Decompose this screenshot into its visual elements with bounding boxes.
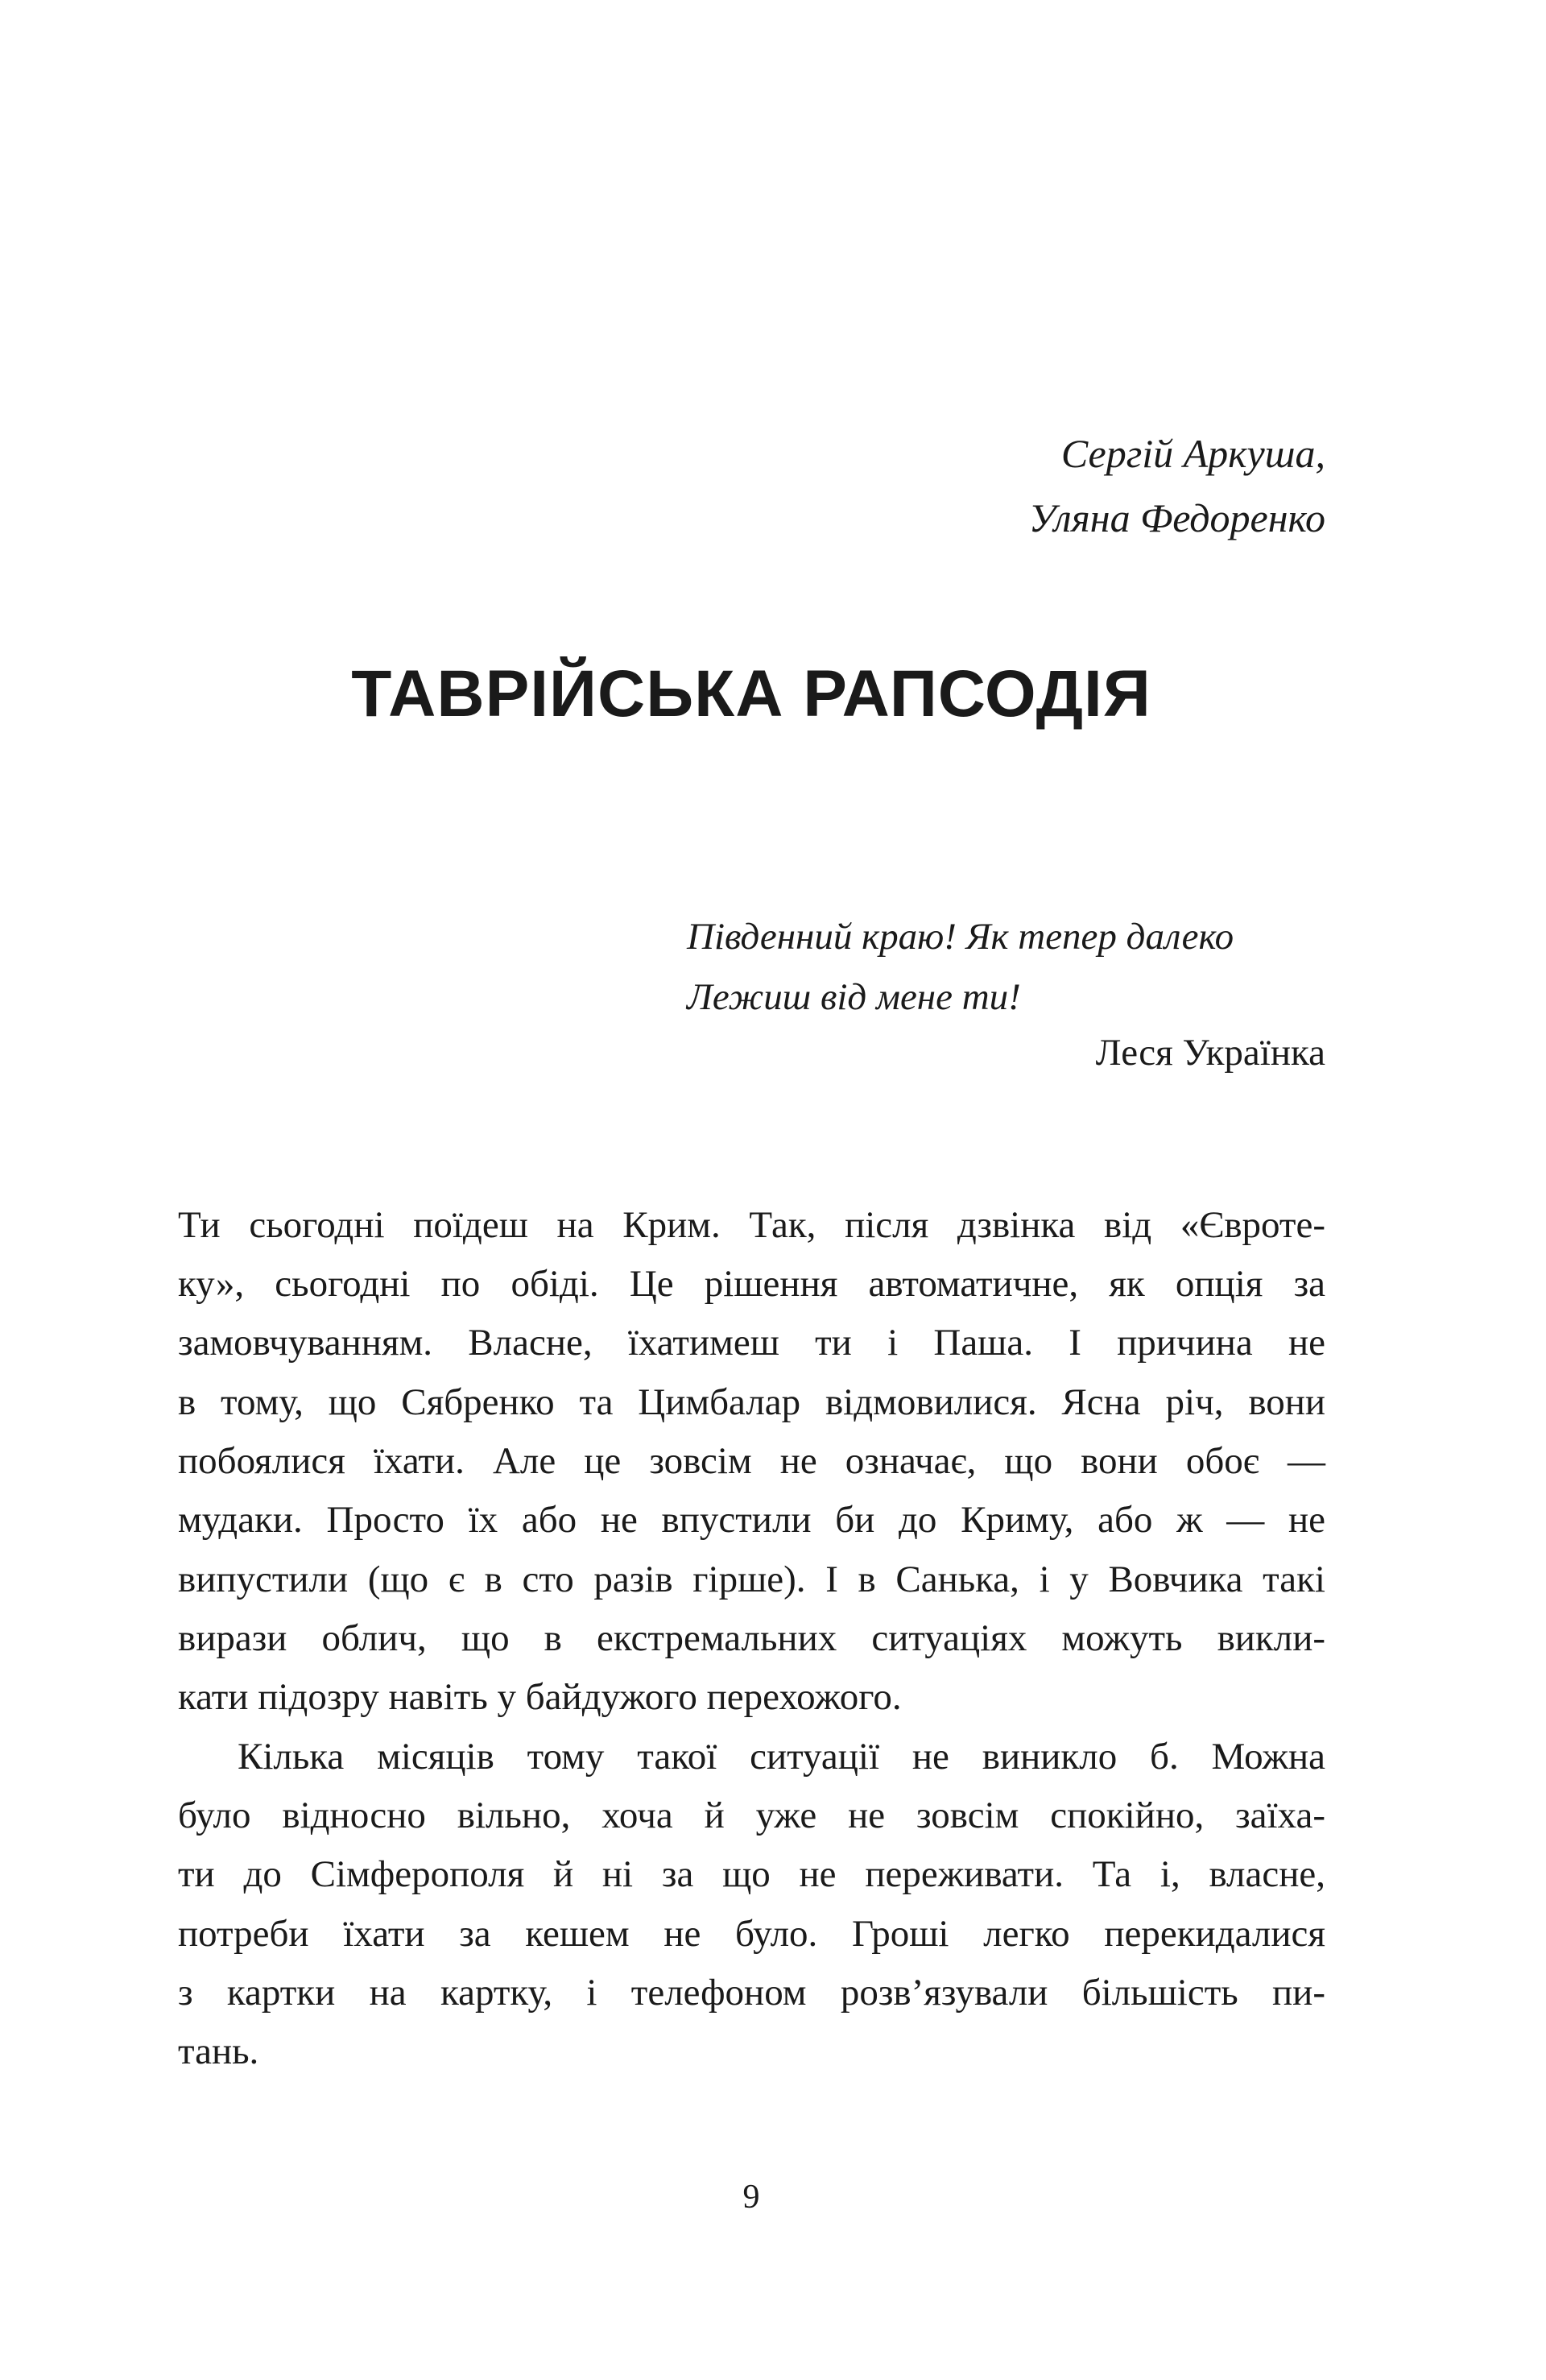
text-line: Кілька місяців тому такої ситуації не виникло б. Можна: [238, 1736, 1325, 1778]
text-line: потреби їхати за кешем не було. Гроші легко перекидалися: [178, 1913, 1325, 1955]
text-line: з картки на картку, і телефоном розв’язували більшість пи-: [178, 1972, 1325, 2014]
text-line: в тому, що Сябренко та Цимбалар відмовилися. Ясна річ, вони: [178, 1381, 1325, 1423]
text-line: мудаки. Просто їх або не впустили би до Криму, або ж — не: [178, 1499, 1325, 1541]
chapter-title: ТАВРІЙСЬКА РАПСОДІЯ: [351, 657, 1151, 731]
text-line: кати підозру навіть у байдужого перехожого.: [178, 1676, 902, 1718]
epigraph-line: Лежиш від мене ти!: [687, 976, 1021, 1018]
text-line: побоялися їхати. Але це зовсім не означає, що вони обоє —: [178, 1440, 1325, 1482]
page-number: 9: [742, 2179, 760, 2216]
epigraph-line: Південний краю! Як тепер далеко: [687, 916, 1234, 958]
text-line: ти до Сімферополя й ні за що не переживати. Та і, власне,: [178, 1853, 1325, 1895]
text-line: було відносно вільно, хоча й уже не зовсім спокійно, заїха-: [178, 1794, 1325, 1836]
author-name: Сергій Аркуша,: [1060, 431, 1325, 476]
epigraph-author: Леся Українка: [1095, 1032, 1325, 1074]
text-line: випустили (що є в сто разів гірше). І в Санька, і у Вовчика такі: [178, 1558, 1325, 1600]
text-line: замовчуванням. Власне, їхатимеш ти і Паша. І причина не: [178, 1322, 1325, 1364]
text-line: Ти сьогодні поїдеш на Крим. Так, після дзвінка від «Євроте-: [178, 1204, 1325, 1246]
author-name: Уляна Федоренко: [1028, 495, 1325, 540]
text-line: тань.: [178, 2030, 259, 2072]
text-line: ку», сьогодні по обіді. Це рішення автоматичне, як опція за: [178, 1263, 1325, 1305]
text-line: вирази облич, що в екстремальних ситуаціях можуть викли-: [178, 1617, 1325, 1659]
